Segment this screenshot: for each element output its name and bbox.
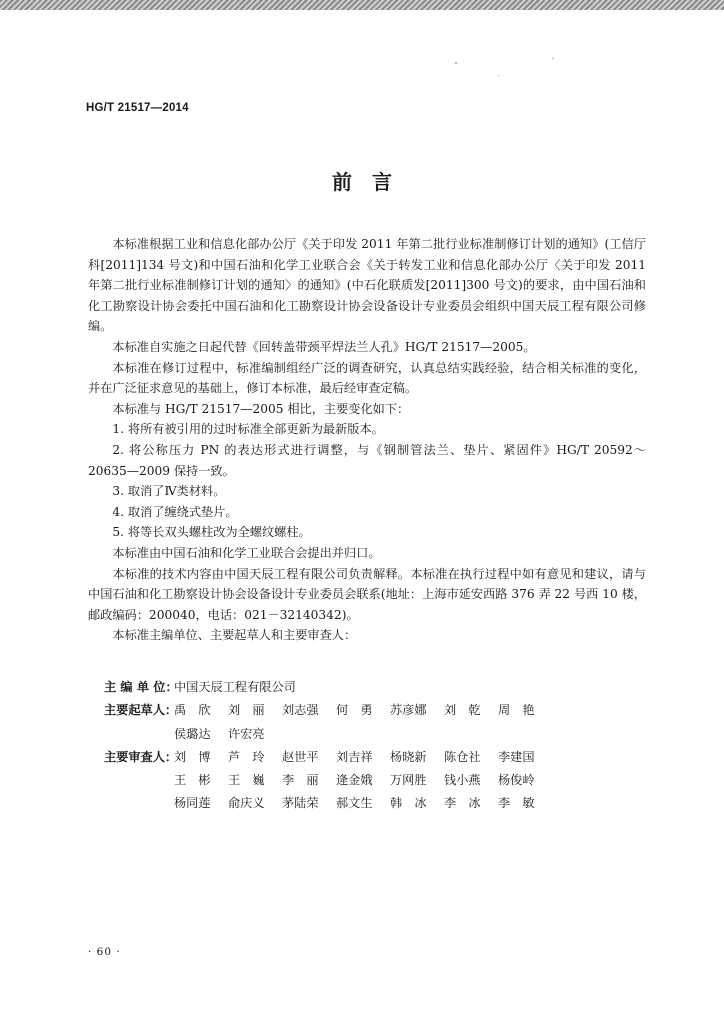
- scan-speck: [552, 58, 554, 59]
- person-name: 韩 冰: [390, 796, 427, 811]
- paragraph: 本标准根据工业和信息化部办公厅《关于印发 2011 年第二批行业标准制修订计划的通知》(工信厅科[2011]134 号文)和中国石油和化学工业联合会《关于转发工业和信息化部办公厅〈关于印发 2011 年第二批行业标准制修订计划的通知〉的通知》(中石化联质发[2011]300 号文)的要求，由中国石油和化工勘察设计协会委托中国石油和化工勘察设计协会设备设计专业委员会组织中国天辰工程有限公司修编。: [88, 237, 646, 334]
- person-name: 李 丽: [282, 773, 319, 788]
- paragraph: 本标准与 HG/T 21517—2005 相比，主要变化如下：: [112, 401, 410, 416]
- paragraph: 本标准自实施之日起代替《回转盖带颈平焊法兰人孔》HG/T 21517—2005。: [112, 339, 536, 354]
- paragraph: 本标准的技术内容由中国天辰工程有限公司负责解释。本标准在执行过程中如有意见和建议，请与中国石油和化工勘察设计协会设备设计专业委员会联系(地址：上海市延安西路 376 弄 22 号西 10 楼，邮政编码：200040，电话：021－32140342)。: [88, 566, 646, 622]
- reviewers-row: [104, 746, 564, 816]
- scan-speck: [455, 62, 457, 64]
- paragraph: 本标准在修订过程中，标准编制组经广泛的调查研究，认真总结实践经验，结合相关标准的变化，并在广泛征求意见的基础上，修订本标准，最后经审查定稿。: [88, 360, 646, 396]
- editor-unit-label: 主 编 单 位：: [104, 680, 178, 694]
- drafters-label: 主要起草人：: [104, 703, 178, 718]
- paragraph: 本标准由中国石油和化学工业联合会提出并归口。: [112, 545, 381, 560]
- person-name: 刘吉祥: [336, 749, 373, 764]
- change-item: 5. 将等长双头螺柱改为全螺纹螺柱。: [112, 525, 311, 540]
- reviewers-label: 主要审查人：: [104, 749, 178, 764]
- person-name: 刘志强: [282, 703, 319, 718]
- drafter-names: [174, 699, 552, 746]
- scan-speck: [498, 75, 499, 76]
- editor-unit-value: 中国天辰工程有限公司: [174, 680, 296, 694]
- person-name: 苏彦娜: [390, 703, 427, 718]
- person-name: 杨俊岭: [498, 773, 535, 788]
- page-number: · 60 ·: [88, 946, 121, 958]
- scan-edge-artifact: [0, 0, 724, 10]
- person-name: 王 彬: [174, 773, 211, 788]
- person-name: 刘 博: [174, 749, 211, 764]
- person-name: 芦 玲: [228, 749, 265, 764]
- standard-code: HG/T 21517—2014: [86, 102, 189, 114]
- person-name: 杨同莲: [174, 796, 211, 811]
- person-name: 刘 丽: [228, 703, 265, 718]
- staff-list: [104, 676, 564, 816]
- change-item: 3. 取消了Ⅳ类材料。: [112, 484, 226, 499]
- person-name: 周 艳: [498, 703, 535, 718]
- person-name: 李 敏: [498, 796, 535, 811]
- drafters-row: [104, 699, 564, 746]
- person-name: 万网胜: [390, 773, 427, 788]
- person-name: 茅陆荣: [282, 796, 319, 811]
- person-name: 何 勇: [336, 703, 373, 718]
- foreword-body: [88, 234, 646, 646]
- person-name: 陈仓社: [444, 749, 481, 764]
- reviewer-names: [174, 746, 552, 816]
- person-name: 钱小燕: [444, 773, 481, 788]
- person-name: 赵世平: [282, 749, 319, 764]
- person-name: 杨晓新: [390, 749, 427, 764]
- person-name: 刘 乾: [444, 703, 481, 718]
- person-name: 侯璐达: [174, 726, 211, 741]
- person-name: 许宏亮: [228, 726, 265, 741]
- person-name: 王 巍: [228, 773, 265, 788]
- person-name: 李建国: [498, 749, 535, 764]
- person-name: 逄金娥: [336, 773, 373, 788]
- change-item: 1. 将所有被引用的过时标准全部更新为最新版本。: [112, 422, 384, 437]
- paragraph: 本标准主编单位、主要起草人和主要审查人：: [112, 628, 357, 643]
- person-name: 禹 欣: [174, 703, 211, 718]
- change-item: 2. 将公称压力 PN 的表达形式进行调整，与《钢制管法兰、垫片、紧固件》HG/T 20592～20635—2009 保持一致。: [88, 442, 646, 478]
- page-title: 前 言: [332, 170, 392, 194]
- change-item: 4. 取消了缠绕式垫片。: [112, 504, 238, 519]
- person-name: 俞庆义: [228, 796, 265, 811]
- editor-unit-row: [104, 676, 564, 699]
- person-name: 郝文生: [336, 796, 373, 811]
- person-name: 李 冰: [444, 796, 481, 811]
